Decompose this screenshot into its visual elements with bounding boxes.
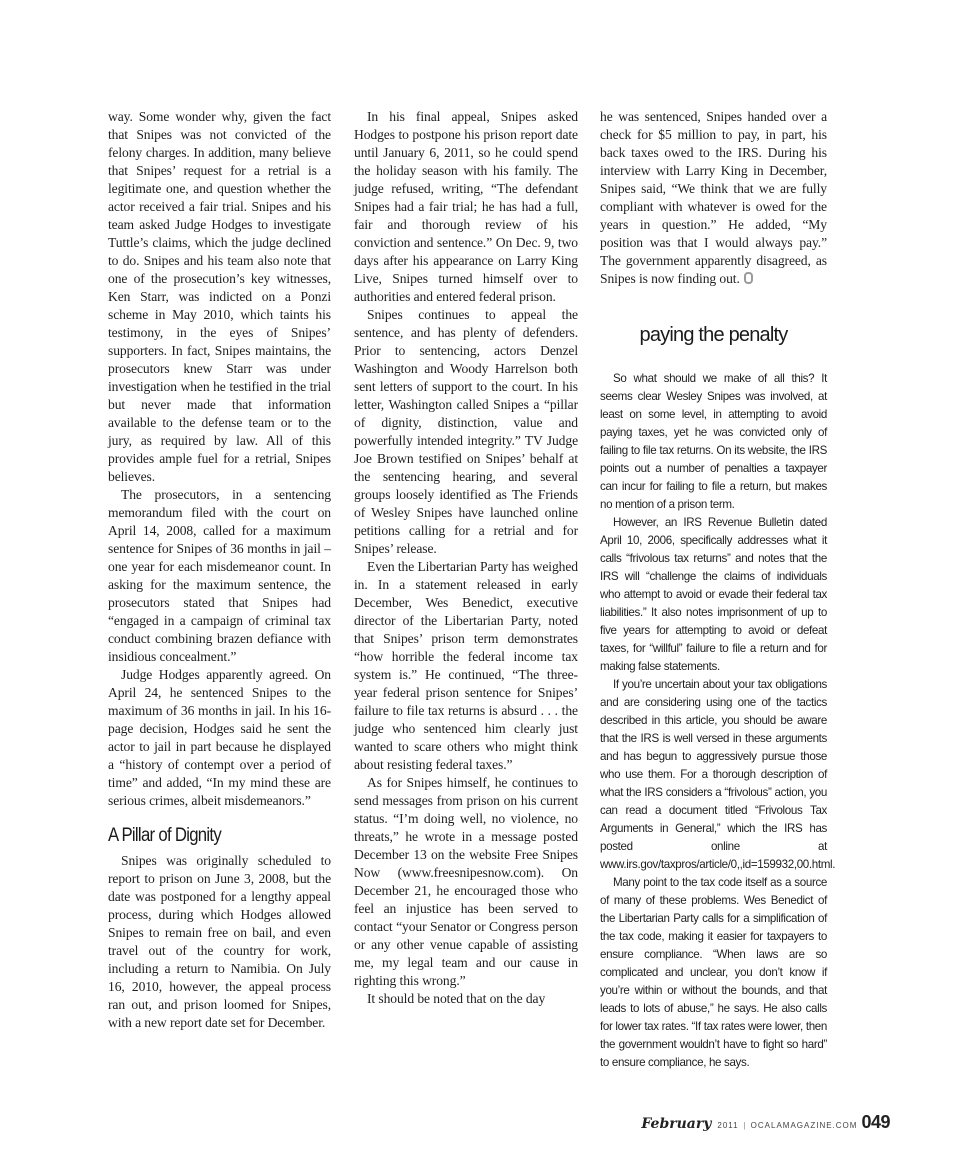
body-paragraph: Snipes was originally scheduled to report to prison on June 3, 2008, but the date was postponed for a lengthy appeal process, during which Hodges allowed Snipes to remain free on bail, and even travel out of the country for work, including a return to Namibia. On July 16, 2010, however, the appeal process ran out, and prison loomed for Snipes, with a new report date set for December. [108,853,331,1030]
sidebar-text [600,370,836,1072]
body-paragraph [600,108,827,288]
body-paragraph: In his final appeal, Snipes asked Hodges to postpone his prison report date until January 6, 2011, so he could spend the holiday season with his family. The judge refused, writing, “The defendant Snipes had a fair trial; he has had a full, fair and thorough review of his conviction and sentence.” On Dec. 9, two days after his appearance on Larry King Live, Snipes turned himself over to authorities and entered federal prison. [354,109,578,304]
body-paragraph: The prosecutors, in a sentencing memorandum filed with the court on April 14, 2008, called for a maximum sentence for Snipes of 36 months in jail – one year for each misdemeanor count. In asking for the maximum sentence, the prosecutors stated that Snipes had “engaged in a campaign of criminal tax conduct combining brazen defiance with insidious concealment.” [108,487,331,664]
page-number: 049 [861,1112,890,1132]
body-paragraph-text: he was sentenced, Snipes handed over a check for $5 million to pay, in part, his back taxes owed to the IRS. During his interview with Larry King in December, Snipes said, “We think that we are fully compliant with whatever is owed for the years in question.” He added, “My position was that I would always pay.” The government apparently disagreed, as Snipes is now finding out. [600,109,827,286]
end-of-article-icon [744,272,753,284]
footer-website: OCALAMAGAZINE.COM [750,1121,858,1130]
article-column-2 [354,108,578,1008]
body-paragraph: As for Snipes himself, he continues to send messages from prison on his current status. “I’m doing well, no violence, no threats,” he wrote in a message posted December 13 on the website Free Snipes Now (www.freesnipesnow.com). On December 21, he encouraged those who feel an injustice has been served to contact “your Senator or Congress person or any other venue capable of assisting me, my legal team and our cause in righting this wrong.” [354,775,578,988]
sidebar-paragraph: If you’re uncertain about your tax obligations and are considering using one of the tactics described in this article, you should be aware that the IRS is well versed in these arguments and has begun to aggressively pursue those who use them. For a thorough description of what the IRS considers a “frivolous” action, you can read a document titled “Frivolous Tax Arguments in General,” which the IRS has posted online at www.irs.gov/taxpros/article/0,,id=159932,00.html. [600,678,836,871]
body-paragraph: It should be noted that on the day [367,991,546,1006]
article-column-1 [108,108,331,1032]
sidebar-paragraph: So what should we make of all this? It seems clear Wesley Snipes was involved, at least on some level, in attempting to avoid paying taxes, yet he was convicted only of failing to file tax returns. On its website, the IRS points out a number of penalties a taxpayer can incur for failing to file a return, but makes no mention of a prison term. [600,372,827,511]
article-column-3 [600,108,836,1072]
column-3-serif-section [600,108,827,288]
sidebar-paragraph: Many point to the tax code itself as a source of many of these problems. Wes Benedict of the Libertarian Party calls for a simplification of the tax code, making it easier for taxpayers to ensure compliance. “When laws are so complicated and unclear, you don’t know if you’re within or without the bounds, and that leads to lots of abuse,” he says. He also calls for lower tax rates. “If tax rates were lower, then the government wouldn’t have to fight so hard” to ensure compliance, he says. [600,876,827,1069]
body-paragraph: way. Some wonder why, given the fact that Snipes was not convicted of the felony charges. In addition, many believe that Snipes’ request for a retrial is a legitimate one, and question whether the actor received a fair trial. Snipes and his team asked Judge Hodges to investigate Tuttle’s claims, which the judge declined to do. Snipes and his team also note that one of the prosecution’s key witnesses, Ken Starr, was indicted on a Ponzi scheme in May 2010, which taints his testimony, in the eyes of Snipes’ supporters. In fact, Snipes maintains, the prosecutors knew Starr was under investigation when he testified in the trial but never made that information available to the defense team or to the jury, as required by law. All of this provides ample fuel for a retrial, Snipes believes. [108,109,331,484]
subheading-pillar-of-dignity: A Pillar of Dignity [108,825,222,846]
body-paragraph: Judge Hodges apparently agreed. On April 24, he sentenced Snipes to the maximum of 36 months in jail. In his 16-page decision, Hodges said he sent the actor to jail in part because he displayed a “history of contempt over a period of time” and added, “In my mind these are serious crimes, albeit misdemeanors.” [108,667,331,808]
footer-separator: | [743,1121,746,1130]
body-paragraph: Snipes continues to appeal the sentence, and has plenty of defenders. Prior to sentencing, actors Denzel Washington and Woody Harrelson both sent letters of support to the court. In his letter, Washington called Snipes a “pillar of dignity, distinction, value and powerfully intended integrity.” TV Judge Joe Brown testified on Snipes’ behalf at the sentencing hearing, and several groups loosely identified as The Friends of Wesley Snipes have launched online petitions calling for a retrial and for Snipes’ release. [354,307,578,556]
footer-month: February [641,1116,712,1132]
sidebar-paragraph: However, an IRS Revenue Bulletin dated April 10, 2006, specifically addresses what it calls “frivolous tax returns” and notes that the IRS will “challenge the claims of individuals who attempt to avoid or evade their federal tax liabilities.” It also notes imprisonment of up to five years for attempting to avoid or defeat taxes, for “willful” failure to file a return and for making false statements. [600,516,827,673]
body-paragraph: Even the Libertarian Party has weighed in. In a statement released in early December, Wes Benedict, executive director of the Libertarian Party, noted that Snipes’ prison term demonstrates “how horrible the federal income tax system is.” He continued, “The three-year federal prison sentence for Snipes’ failure to file tax returns is absurd . . . the judge who sentenced him clearly just wanted to scare others who might think about resisting federal taxes.” [354,559,578,772]
footer-year: 2011 [717,1121,739,1130]
page-footer [641,1112,890,1133]
section-heading-paying-the-penalty: paying the penalty [639,324,788,346]
